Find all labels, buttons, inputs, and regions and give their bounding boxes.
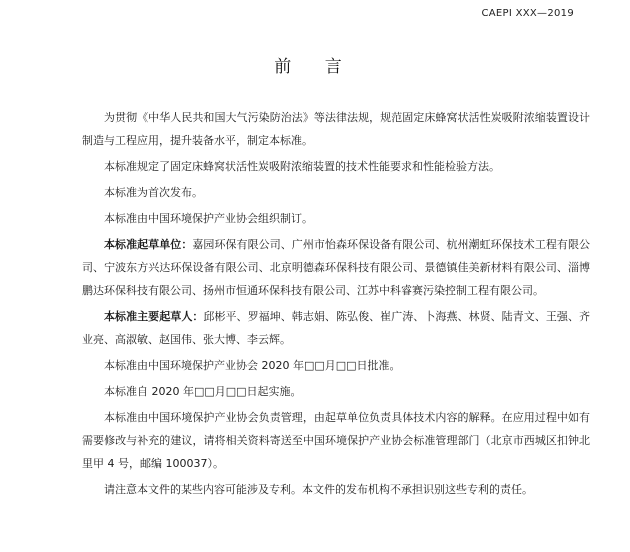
foreword-body	[82, 106, 590, 501]
approval-paragraph: 本标准由中国环境保护产业协会 2020 年□□月□□日批准。	[104, 359, 401, 372]
foreword-title: 前 言	[274, 57, 356, 77]
drafting-units-paragraph	[82, 233, 590, 302]
patent-notice-paragraph: 请注意本文件的某些内容可能涉及专利。本文件的发布机构不承担识别这些专利的责任。	[104, 483, 533, 496]
drafters-label: 本标准主要起草人：	[104, 310, 204, 323]
purpose-paragraph: 为贯彻《中华人民共和国大气污染防治法》等法律法规，规范固定床蜂窝状活性炭吸附浓缩装置设计制造与工程应用，提升装备水平，制定本标准。	[82, 111, 590, 147]
standard-code: CAEPI XXX—2019	[481, 8, 574, 19]
scope-paragraph: 本标准规定了固定床蜂窝状活性炭吸附浓缩装置的技术性能要求和性能检验方法。	[104, 160, 500, 173]
drafters-paragraph	[82, 305, 590, 351]
first-release-paragraph: 本标准为首次发布。	[104, 186, 203, 199]
drafting-units-label: 本标准起草单位：	[104, 238, 193, 251]
organizer-paragraph: 本标准由中国环境保护产业协会组织制订。	[104, 212, 313, 225]
drafters-text: 邱彬平、罗福坤、韩志娟、陈弘俊、崔广涛、卜海燕、林贤、陆青文、王强、齐业亮、高淑敏、赵国伟、张大博、李云辉。	[82, 310, 591, 346]
effective-date-paragraph: 本标准自 2020 年□□月□□日起实施。	[104, 385, 302, 398]
management-paragraph: 本标准由中国环境保护产业协会负责管理，由起草单位负责具体技术内容的解释。在应用过程中如有需要修改与补充的建议，请将相关资料寄送至中国环境保护产业协会标准管理部门（北京市西城区扣钟北里甲 4 号，邮编 100037）。	[82, 411, 590, 470]
drafting-units-text: 嘉园环保有限公司、广州市怡森环保设备有限公司、杭州潮虹环保技术工程有限公司、宁波东方兴达环保设备有限公司、北京明德森环保科技有限公司、景德镇佳美新材料有限公司、淄博鹏达环保科技有限公司、扬州市恒通环保科技有限公司、江苏中科睿赛污染控制工程有限公司。	[82, 238, 591, 297]
